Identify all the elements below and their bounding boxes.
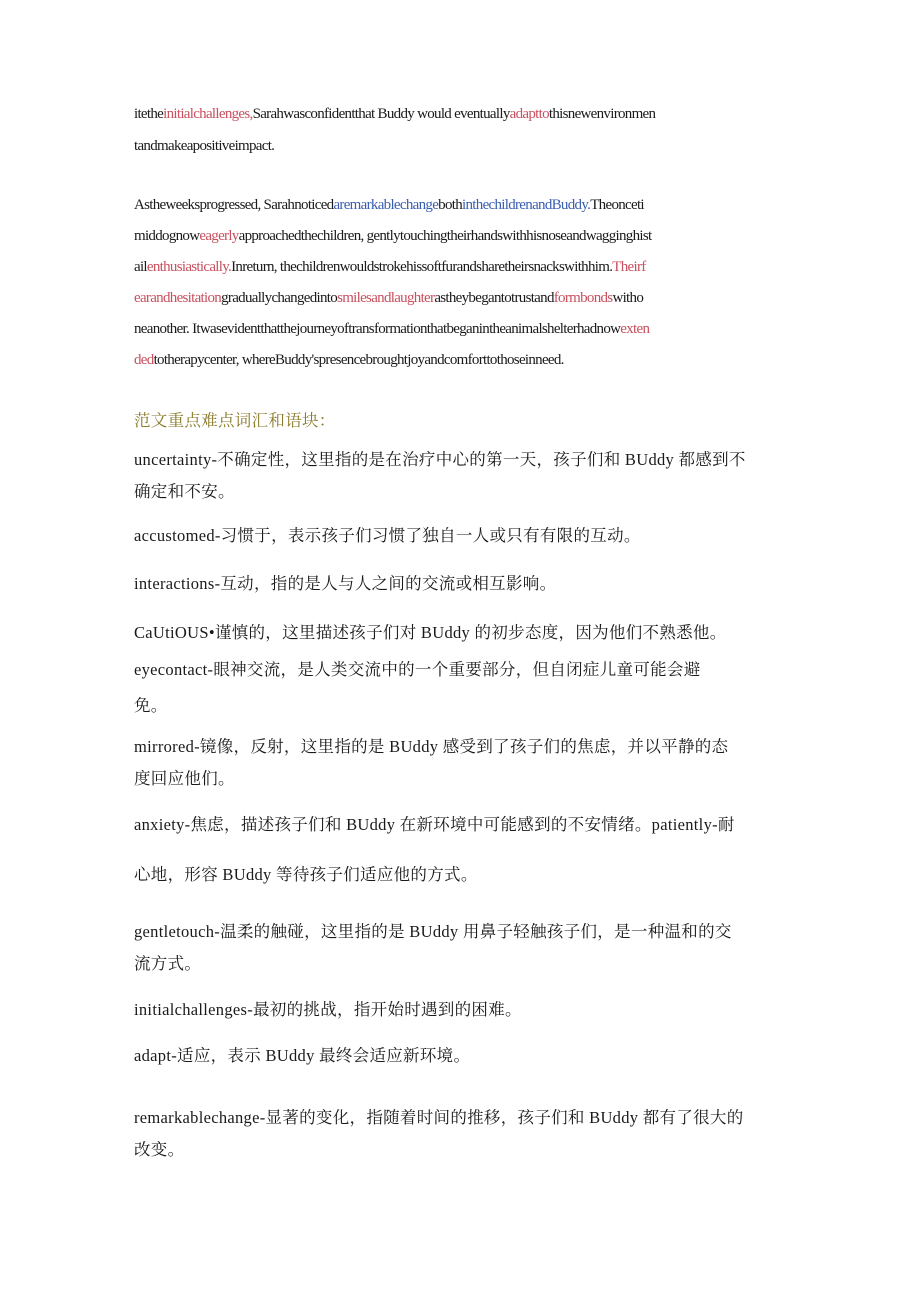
vocab-line: remarkablechange-显著的变化，指随着时间的推移，孩子们和 BUddy 都有了很大的 [134,1108,744,1127]
vocab-line: mirrored-镜像，反射，这里指的是 BUddy 感受到了孩子们的焦虑，并以平静的态 [134,737,729,756]
passage-text: thisnewenvironmen [548,106,656,122]
highlight-red: eagerly [199,228,239,244]
passage-text: Theonceti [590,197,644,213]
vocab-line: gentletouch-温柔的触碰，这里指的是 BUddy 用鼻子轻触孩子们，是一种温和的交 [134,922,732,941]
passage-text: tandmakeapositiveimpact. [134,138,275,154]
vocab-line: eyecontact-眼神交流，是人类交流中的一个重要部分，但自闭症儿童可能会避 [134,660,701,679]
highlight-red: smilesandlaughter [337,290,435,306]
passage-text: astheybegantotrustand [434,290,554,306]
passage-line [134,228,794,245]
passage-text: witho [612,290,644,306]
vocab-line: uncertainty-不确定性，这里指的是在治疗中心的第一天，孩子们和 BUddy 都感到不 [134,450,746,469]
highlight-red: adaptto [509,106,549,122]
passage-text: itethe [134,106,164,122]
vocab-line: 流方式。 [134,954,202,973]
passage-line [134,106,794,123]
passage-text: neanother. Itwasevidentthatthejourneyoftransformationthatbeganintheanimalshelterhadnow [134,321,621,337]
vocab-heading: 范文重点难点词汇和语块： [134,411,336,430]
passage-text: Astheweeksprogressed, Sarahnoticed [134,197,334,213]
passage-text: Inreturn, thechildrenwouldstrokehissoftfurandsharetheirsnackswithhim. [231,259,613,275]
passage-text: ail [134,259,147,275]
highlight-red: initialchallenges, [163,106,253,122]
vocab-line: 改变。 [134,1140,185,1159]
passage-line [134,321,794,338]
passage-text: Sarahwasconfidentthat Buddy would eventually [252,106,510,122]
passage-line [134,290,794,307]
vocab-line: adapt-适应，表示 BUddy 最终会适应新环境。 [134,1046,471,1065]
vocab-line: 免。 [134,696,168,715]
passage-line [134,259,794,276]
passage-text: graduallychangedinto [221,290,338,306]
vocab-line: CaUtiOUS•谨慎的，这里描述孩子们对 BUddy 的初步态度，因为他们不熟悉他。 [134,623,727,642]
vocab-line: initialchallenges-最初的挑战，指开始时遇到的困难。 [134,1000,522,1019]
vocab-line: 确定和不安。 [134,482,235,501]
vocab-line: interactions-互动，指的是人与人之间的交流或相互影响。 [134,574,557,593]
passage-text: totherapycenter, whereBuddy'spresencebroughtjoyandcomforttothoseinneed. [153,352,564,368]
highlight-red: enthusiastically. [146,259,232,275]
highlight-red: earandhesitation [134,290,222,306]
highlight-blue: aremarkablechange [333,197,439,213]
passage-line [134,197,794,214]
highlight-blue: inthechildrenandBuddy. [462,197,591,213]
passage-text: both [438,197,463,213]
highlight-red: formbonds [553,290,613,306]
passage-text: middognow [134,228,200,244]
vocab-line: 心地，形容 BUddy 等待孩子们适应他的方式。 [134,865,478,884]
highlight-red: Theirf [612,259,646,275]
passage-line [134,138,794,155]
vocab-line: 度回应他们。 [134,769,235,788]
highlight-red: ded [134,352,154,368]
vocab-line: accustomed-习惯于，表示孩子们习惯了独自一人或只有有限的互动。 [134,526,641,545]
passage-line [134,352,794,369]
passage-text: approachedthechildren, gentlytouchingtheirhandswithhisnoseandwagginghist [238,228,652,244]
highlight-red: exten [620,321,650,337]
vocab-line: anxiety-焦虑，描述孩子们和 BUddy 在新环境中可能感到的不安情绪。patiently-耐 [134,815,735,834]
